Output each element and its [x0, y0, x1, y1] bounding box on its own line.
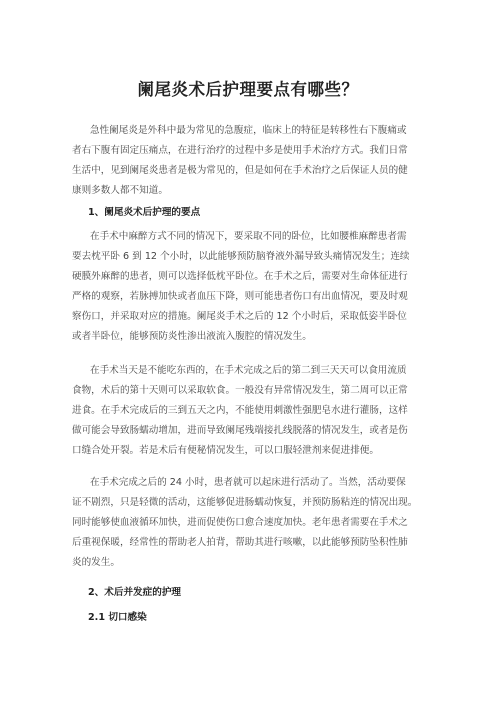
- intro-line: 者右下腹有固定压痛点，在进行治疗的过程中多是使用手术治疗方式。我们日常: [72, 145, 408, 156]
- intro-line: 急性阑尾炎是外科中最为常见的急腹症，临床上的特征是转移性右下腹痛或: [90, 125, 407, 136]
- intro-line: 康则多数人都不知道。: [72, 185, 168, 196]
- body-line: 察伤口，并采取对应的措施。阑尾炎手术之后的 12 个小时后，采取低姿半卧位: [72, 311, 407, 322]
- body-line: 同时能够使血液循环加快，进而促使伤口愈合速度加快。老年患者需要在手术之: [72, 517, 408, 528]
- section-heading-1: 1、阑尾炎术后护理的要点: [88, 207, 201, 218]
- body-line: 证不剧烈，只是轻微的活动，这能够促进肠蠕动恢复，并预防肠粘连的情况出现。: [72, 497, 418, 508]
- body-line: 炎的发生。: [72, 557, 120, 568]
- body-line: 硬膜外麻醉的患者，则可以选择低枕平卧位。在手术之后，需要对生命体征进行: [72, 271, 408, 282]
- subsection-heading: 2.1 切口感染: [88, 612, 147, 623]
- page-title: 阑尾炎术后护理要点有哪些？: [137, 80, 359, 99]
- body-line: 做可能会导致肠蠕动增加，进而导致阑尾残端接扎线脱落的情况发生，或者是伤: [72, 425, 408, 436]
- body-line: 在手术完成之后的 24 小时，患者就可以起床进行活动了。当然，活动要保: [90, 477, 406, 488]
- body-line: 或者半卧位，能够预防炎性渗出液流入腹腔的情况发生。: [72, 331, 312, 342]
- body-line: 严格的观察，若脉搏加快或者血压下降，则可能患者伤口有出血情况，要及时观: [72, 291, 408, 302]
- body-line: 要去枕平卧 6 到 12 个小时，以此能够预防脑脊液外漏导致头痛情况发生；连续: [72, 251, 410, 262]
- section-heading-2: 2、术后并发症的护理: [88, 587, 182, 598]
- body-line: 在手术中麻醉方式不同的情况下，要采取不同的卧位，比如腰椎麻醉患者需: [90, 231, 407, 242]
- body-line: 进食。在手术完成后的三到五天之内，不能使用刺激性强肥皂水进行灌肠，这样: [72, 405, 408, 416]
- body-line: 在手术当天是不能吃东西的，在手术完成之后的第二到三天天可以食用流质: [90, 365, 407, 376]
- body-line: 口缝合处开裂。若是术后有便秘情况发生，可以口服轻泄剂来促进排便。: [72, 445, 379, 456]
- body-line: 食物，术后的第十天则可以采取软食。一般没有异常情况发生，第二周可以正常: [72, 385, 408, 396]
- body-line: 后重视保暖，经常性的帮助老人拍背，帮助其进行咳嗽，以此能够预防坠积性肺: [72, 537, 408, 548]
- intro-line: 生活中，见到阑尾炎患者是极为常见的，但是如何在手术治疗之后保证人员的健: [72, 165, 408, 176]
